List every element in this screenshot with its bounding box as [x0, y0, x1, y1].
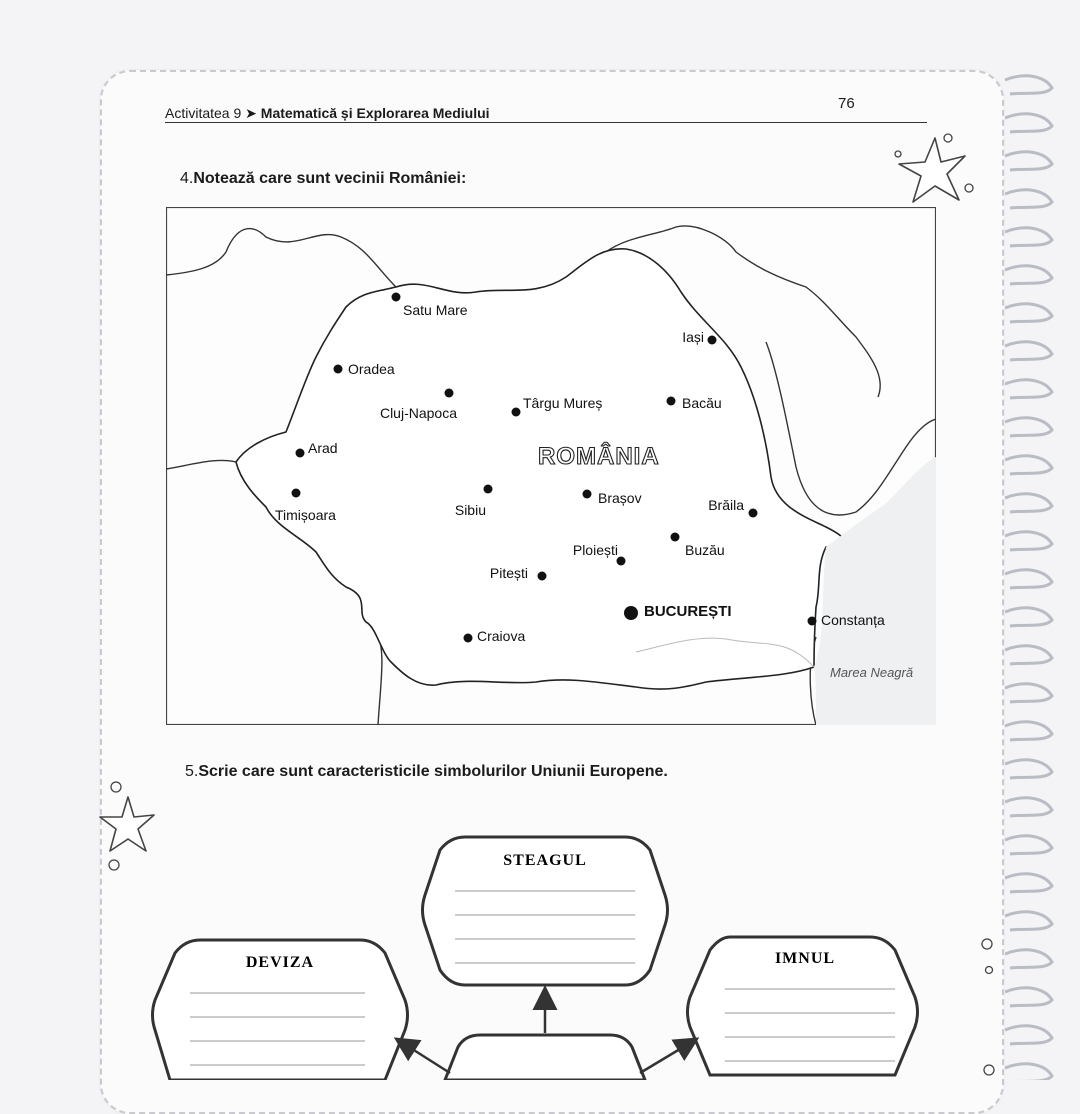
city-marker: [464, 634, 473, 643]
question-4: [180, 170, 466, 188]
center-hexagon: [445, 1035, 645, 1080]
city-marker: [512, 408, 521, 417]
starfish-icon: [885, 130, 980, 215]
city-label: Brașov: [598, 490, 642, 506]
activity-label: Activitatea 9: [165, 105, 242, 121]
page-header: [165, 105, 490, 122]
header-divider: [165, 122, 927, 123]
city-label: Cluj-Napoca: [379, 405, 457, 421]
city-label: Oradea: [348, 361, 395, 377]
city-label: BUCUREȘTI: [644, 603, 732, 620]
city-marker: [296, 449, 305, 458]
city-marker: [334, 365, 343, 374]
city-marker: [671, 533, 680, 542]
city-marker: [749, 509, 758, 518]
spiral-coil: [1005, 570, 1052, 588]
spiral-coil: [1005, 342, 1052, 360]
city-marker: [392, 293, 401, 302]
city-label: Ploiești: [572, 542, 618, 558]
city-label: Satu Mare: [403, 302, 468, 318]
city-marker: [484, 485, 493, 494]
city-label: Târgu Mureș: [523, 395, 603, 411]
spiral-coil: [1005, 684, 1052, 702]
steagul-label: STEAGUL: [503, 852, 587, 869]
city-marker: [808, 617, 817, 626]
city-marker: [708, 336, 717, 345]
spiral-coil: [1005, 114, 1052, 132]
city-marker: [624, 606, 638, 620]
spiral-coil: [1005, 190, 1052, 208]
question-4-number: 4.: [180, 170, 194, 187]
imnul-label: IMNUL: [774, 950, 836, 967]
spiral-coil: [1005, 1064, 1052, 1080]
spiral-coil: [1005, 532, 1052, 550]
arrow-to-imnul: [640, 1040, 695, 1073]
eu-symbols-diagram: [150, 835, 930, 1080]
spiral-coil: [1005, 722, 1052, 740]
city-label: Timișoara: [275, 507, 336, 523]
city-marker: [292, 489, 301, 498]
subject-label: Matematică și Explorarea Mediului: [260, 105, 490, 121]
spiral-coil: [1005, 266, 1052, 284]
city-marker: [538, 572, 547, 581]
city-marker: [583, 490, 592, 499]
spiral-coil: [1005, 950, 1052, 968]
arrow-to-deviza: [398, 1040, 450, 1073]
spiral-coil: [1005, 874, 1052, 892]
question-5-number: 5.: [185, 763, 199, 780]
arrow-icon: ➤: [245, 105, 257, 121]
city-label: Constanța: [821, 612, 885, 628]
decorative-bubbles: [975, 930, 1000, 1080]
question-4-text: Notează care sunt vecinii României:: [193, 170, 467, 187]
spiral-coil: [1005, 494, 1052, 512]
city-label: Pitești: [489, 565, 528, 581]
spiral-coil: [1005, 456, 1052, 474]
city-label: Buzău: [685, 542, 725, 558]
city-label: Brăila: [708, 497, 744, 513]
spiral-coil: [1005, 608, 1052, 626]
spiral-binding: [1000, 70, 1060, 1080]
city-label: Iași: [682, 329, 704, 345]
spiral-coil: [1005, 1026, 1052, 1044]
city-label: Bacău: [682, 395, 722, 411]
spiral-coil: [1005, 380, 1052, 398]
spiral-coil: [1005, 988, 1052, 1006]
spiral-coil: [1005, 646, 1052, 664]
country-label: ROMÂNIA: [538, 443, 660, 470]
city-marker: [445, 389, 454, 398]
spiral-coil: [1005, 912, 1052, 930]
city-label: Sibiu: [454, 502, 486, 518]
spiral-coil: [1005, 836, 1052, 854]
city-marker: [667, 397, 676, 406]
spiral-coil: [1005, 152, 1052, 170]
page-number: 76: [838, 95, 855, 112]
spiral-coil: [1005, 798, 1052, 816]
romania-map: [166, 207, 936, 725]
spiral-coil: [1005, 76, 1052, 94]
question-5-text: Scrie care sunt caracteristicile simbolurilor Uniunii Europene.: [198, 763, 668, 780]
sea-label: Marea Neagră: [830, 665, 914, 680]
spiral-coil: [1005, 760, 1052, 778]
deviza-label: DEVIZA: [245, 954, 315, 971]
question-5: [185, 763, 668, 781]
spiral-coil: [1005, 304, 1052, 322]
city-label: Arad: [308, 440, 338, 456]
city-label: Craiova: [477, 628, 526, 644]
spiral-coil: [1005, 418, 1052, 436]
spiral-coil: [1005, 228, 1052, 246]
